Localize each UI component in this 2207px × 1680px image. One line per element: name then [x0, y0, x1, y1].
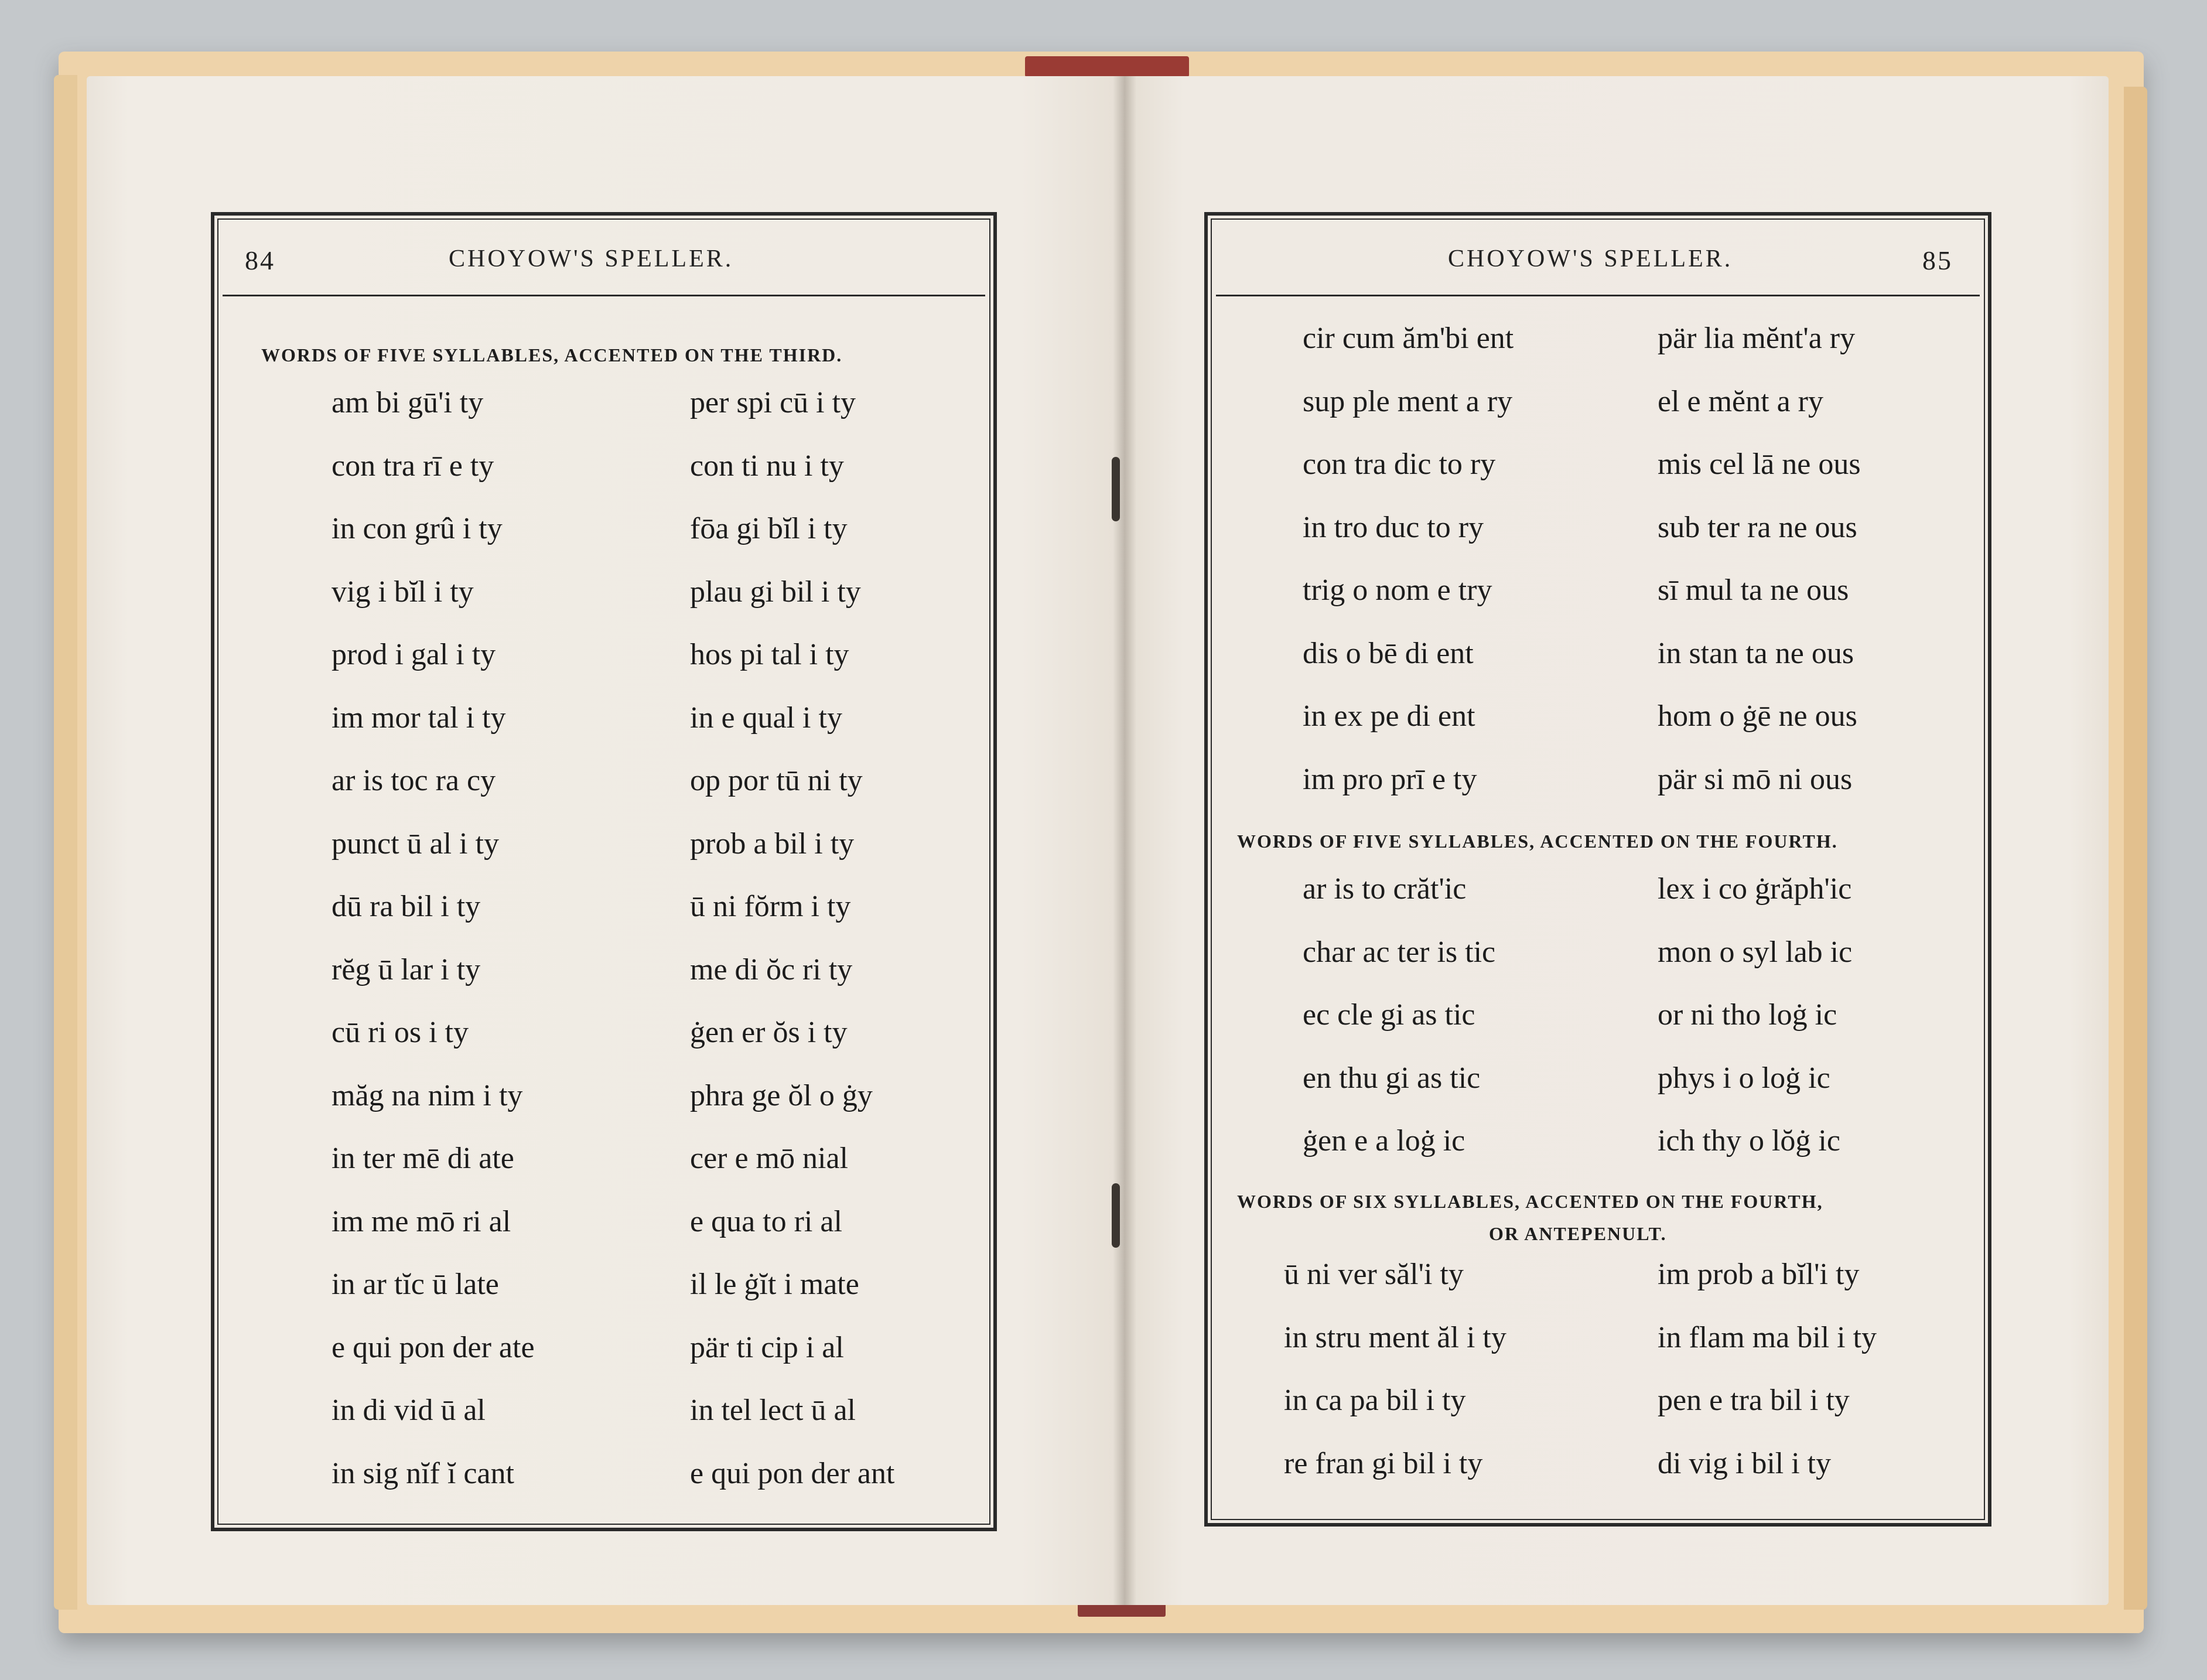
spelling-word: in stan ta ne ous	[1658, 636, 1854, 670]
spelling-word: sub ter ra ne ous	[1658, 510, 1857, 544]
spelling-word: di vig i bil i ty	[1658, 1446, 1832, 1480]
spelling-word: il le ġĭt i mate	[690, 1268, 859, 1301]
binding-hole-upper	[1112, 457, 1120, 521]
spelling-word: ū ni fŏrm i ty	[690, 890, 851, 923]
spelling-word: or ni tho loġ ic	[1658, 998, 1837, 1032]
spelling-word: ġen er ŏs i ty	[690, 1016, 848, 1049]
spelling-word: in ca pa bil i ty	[1284, 1384, 1466, 1417]
spelling-word: vig i bĭl i ty	[332, 575, 474, 609]
spelling-word: e qui pon der ant	[690, 1456, 895, 1490]
header-rule-left	[223, 295, 985, 296]
spelling-word: am bi gū'i ty	[332, 386, 484, 419]
spelling-word: per spi cū i ty	[690, 386, 856, 419]
gutter-shadow	[1113, 76, 1136, 1605]
spelling-word: in ter mē di ate	[332, 1142, 514, 1175]
spelling-word: in tel lect ū al	[690, 1394, 856, 1427]
spelling-word: me di ŏc ri ty	[690, 952, 853, 986]
section-heading-right-3b: OR ANTEPENULT.	[1489, 1223, 1667, 1244]
spelling-word: e qui pon der ate	[332, 1330, 535, 1364]
spelling-word: ar is to crăt'ic	[1303, 872, 1467, 906]
spelling-word: re fran gi bil i ty	[1284, 1446, 1483, 1480]
spelling-word: im mor tal i ty	[332, 701, 506, 735]
spelling-word: mis cel lā ne ous	[1658, 448, 1861, 481]
spelling-word: im me mō ri al	[332, 1204, 511, 1238]
spelling-word: e qua to ri al	[690, 1204, 842, 1238]
spelling-word: in ar tĭc ū late	[332, 1268, 499, 1301]
section-heading-right-3a: WORDS OF SIX SYLLABLES, ACCENTED ON THE FOURTH,	[1237, 1191, 1823, 1212]
spelling-word: rĕg ū lar i ty	[332, 952, 481, 986]
spelling-word: ar is toc ra cy	[332, 764, 496, 797]
spelling-word: in stru ment ăl i ty	[1284, 1320, 1506, 1354]
spine-cloth-top	[1025, 56, 1189, 77]
running-title-right: CHOYOW'S SPELLER.	[1448, 245, 1733, 272]
spelling-word: op por tū ni ty	[690, 764, 863, 797]
spelling-word: punct ū al i ty	[332, 827, 499, 861]
spelling-word: ū ni ver săl'i ty	[1284, 1258, 1464, 1291]
spelling-word: con tra rī e ty	[332, 449, 494, 483]
spelling-word: pär lia mĕnt'a ry	[1658, 322, 1856, 355]
spelling-word: dis o bē di ent	[1303, 636, 1474, 670]
spelling-word: in ex pe di ent	[1303, 699, 1475, 733]
spelling-word: lex i co ġrăph'ic	[1658, 872, 1852, 906]
spelling-word: măg na nim i ty	[332, 1078, 523, 1112]
spelling-word: in di vid ū al	[332, 1394, 486, 1427]
spelling-word: prob a bil i ty	[690, 827, 855, 861]
spelling-word: in flam ma bil i ty	[1658, 1320, 1877, 1354]
spelling-word: in con grû i ty	[332, 512, 503, 545]
spelling-word: con ti nu i ty	[690, 449, 844, 483]
spelling-word: pen e tra bil i ty	[1658, 1384, 1850, 1417]
spelling-word: sup ple ment a ry	[1303, 384, 1513, 418]
spelling-word: fōa gi bĭl i ty	[690, 512, 848, 545]
binding-hole-lower	[1112, 1183, 1120, 1248]
spelling-word: en thu gi as tic	[1303, 1061, 1481, 1095]
spelling-word: ec cle gi as tic	[1303, 998, 1475, 1032]
spelling-word: ich thy o lŏġ ic	[1658, 1124, 1840, 1157]
spelling-word: cū ri os i ty	[332, 1016, 469, 1049]
spelling-word: hom o ġē ne ous	[1658, 699, 1857, 733]
running-title-left: CHOYOW'S SPELLER.	[449, 245, 734, 272]
spelling-word: in e qual i ty	[690, 701, 842, 735]
spelling-word: im pro prī e ty	[1303, 762, 1477, 796]
spelling-word: sī mul ta ne ous	[1658, 573, 1849, 607]
spelling-word: pär si mō ni ous	[1658, 762, 1853, 796]
spelling-word: trig o nom e try	[1303, 573, 1492, 607]
spelling-word: in tro duc to ry	[1303, 510, 1484, 544]
spelling-word: el e mĕnt a ry	[1658, 384, 1823, 418]
spelling-word: dū ra bil i ty	[332, 890, 481, 923]
spelling-word: ġen e a loġ ic	[1303, 1124, 1465, 1157]
spelling-word: in sig nĭf ĭ cant	[332, 1456, 514, 1490]
page-number-left: 84	[245, 245, 275, 275]
header-rule-right	[1216, 295, 1980, 296]
spelling-word: cir cum ăm'bi ent	[1303, 322, 1514, 355]
spelling-word: phra ge ŏl o ġy	[690, 1078, 873, 1112]
spelling-word: im prob a bĭl'i ty	[1658, 1258, 1860, 1291]
spelling-word: plau gi bil i ty	[690, 575, 861, 609]
spelling-word: mon o syl lab ic	[1658, 935, 1853, 969]
section-heading-right-2: WORDS OF FIVE SYLLABLES, ACCENTED ON THE FOURTH.	[1237, 831, 1838, 852]
section-heading-left: WORDS OF FIVE SYLLABLES, ACCENTED ON THE THIRD.	[261, 344, 843, 366]
spelling-word: con tra dic to ry	[1303, 448, 1496, 481]
left-page-frame	[211, 212, 997, 1531]
spelling-word: phys i o loġ ic	[1658, 1061, 1830, 1095]
spelling-word: pär ti cip i al	[690, 1330, 844, 1364]
spelling-word: hos pi tal i ty	[690, 638, 849, 671]
spelling-word: cer e mō nial	[690, 1142, 848, 1175]
spelling-word: prod i gal i ty	[332, 638, 496, 671]
right-page-frame	[1204, 212, 1991, 1527]
page-number-right: 85	[1922, 245, 1953, 275]
spelling-word: char ac ter is tic	[1303, 935, 1496, 969]
